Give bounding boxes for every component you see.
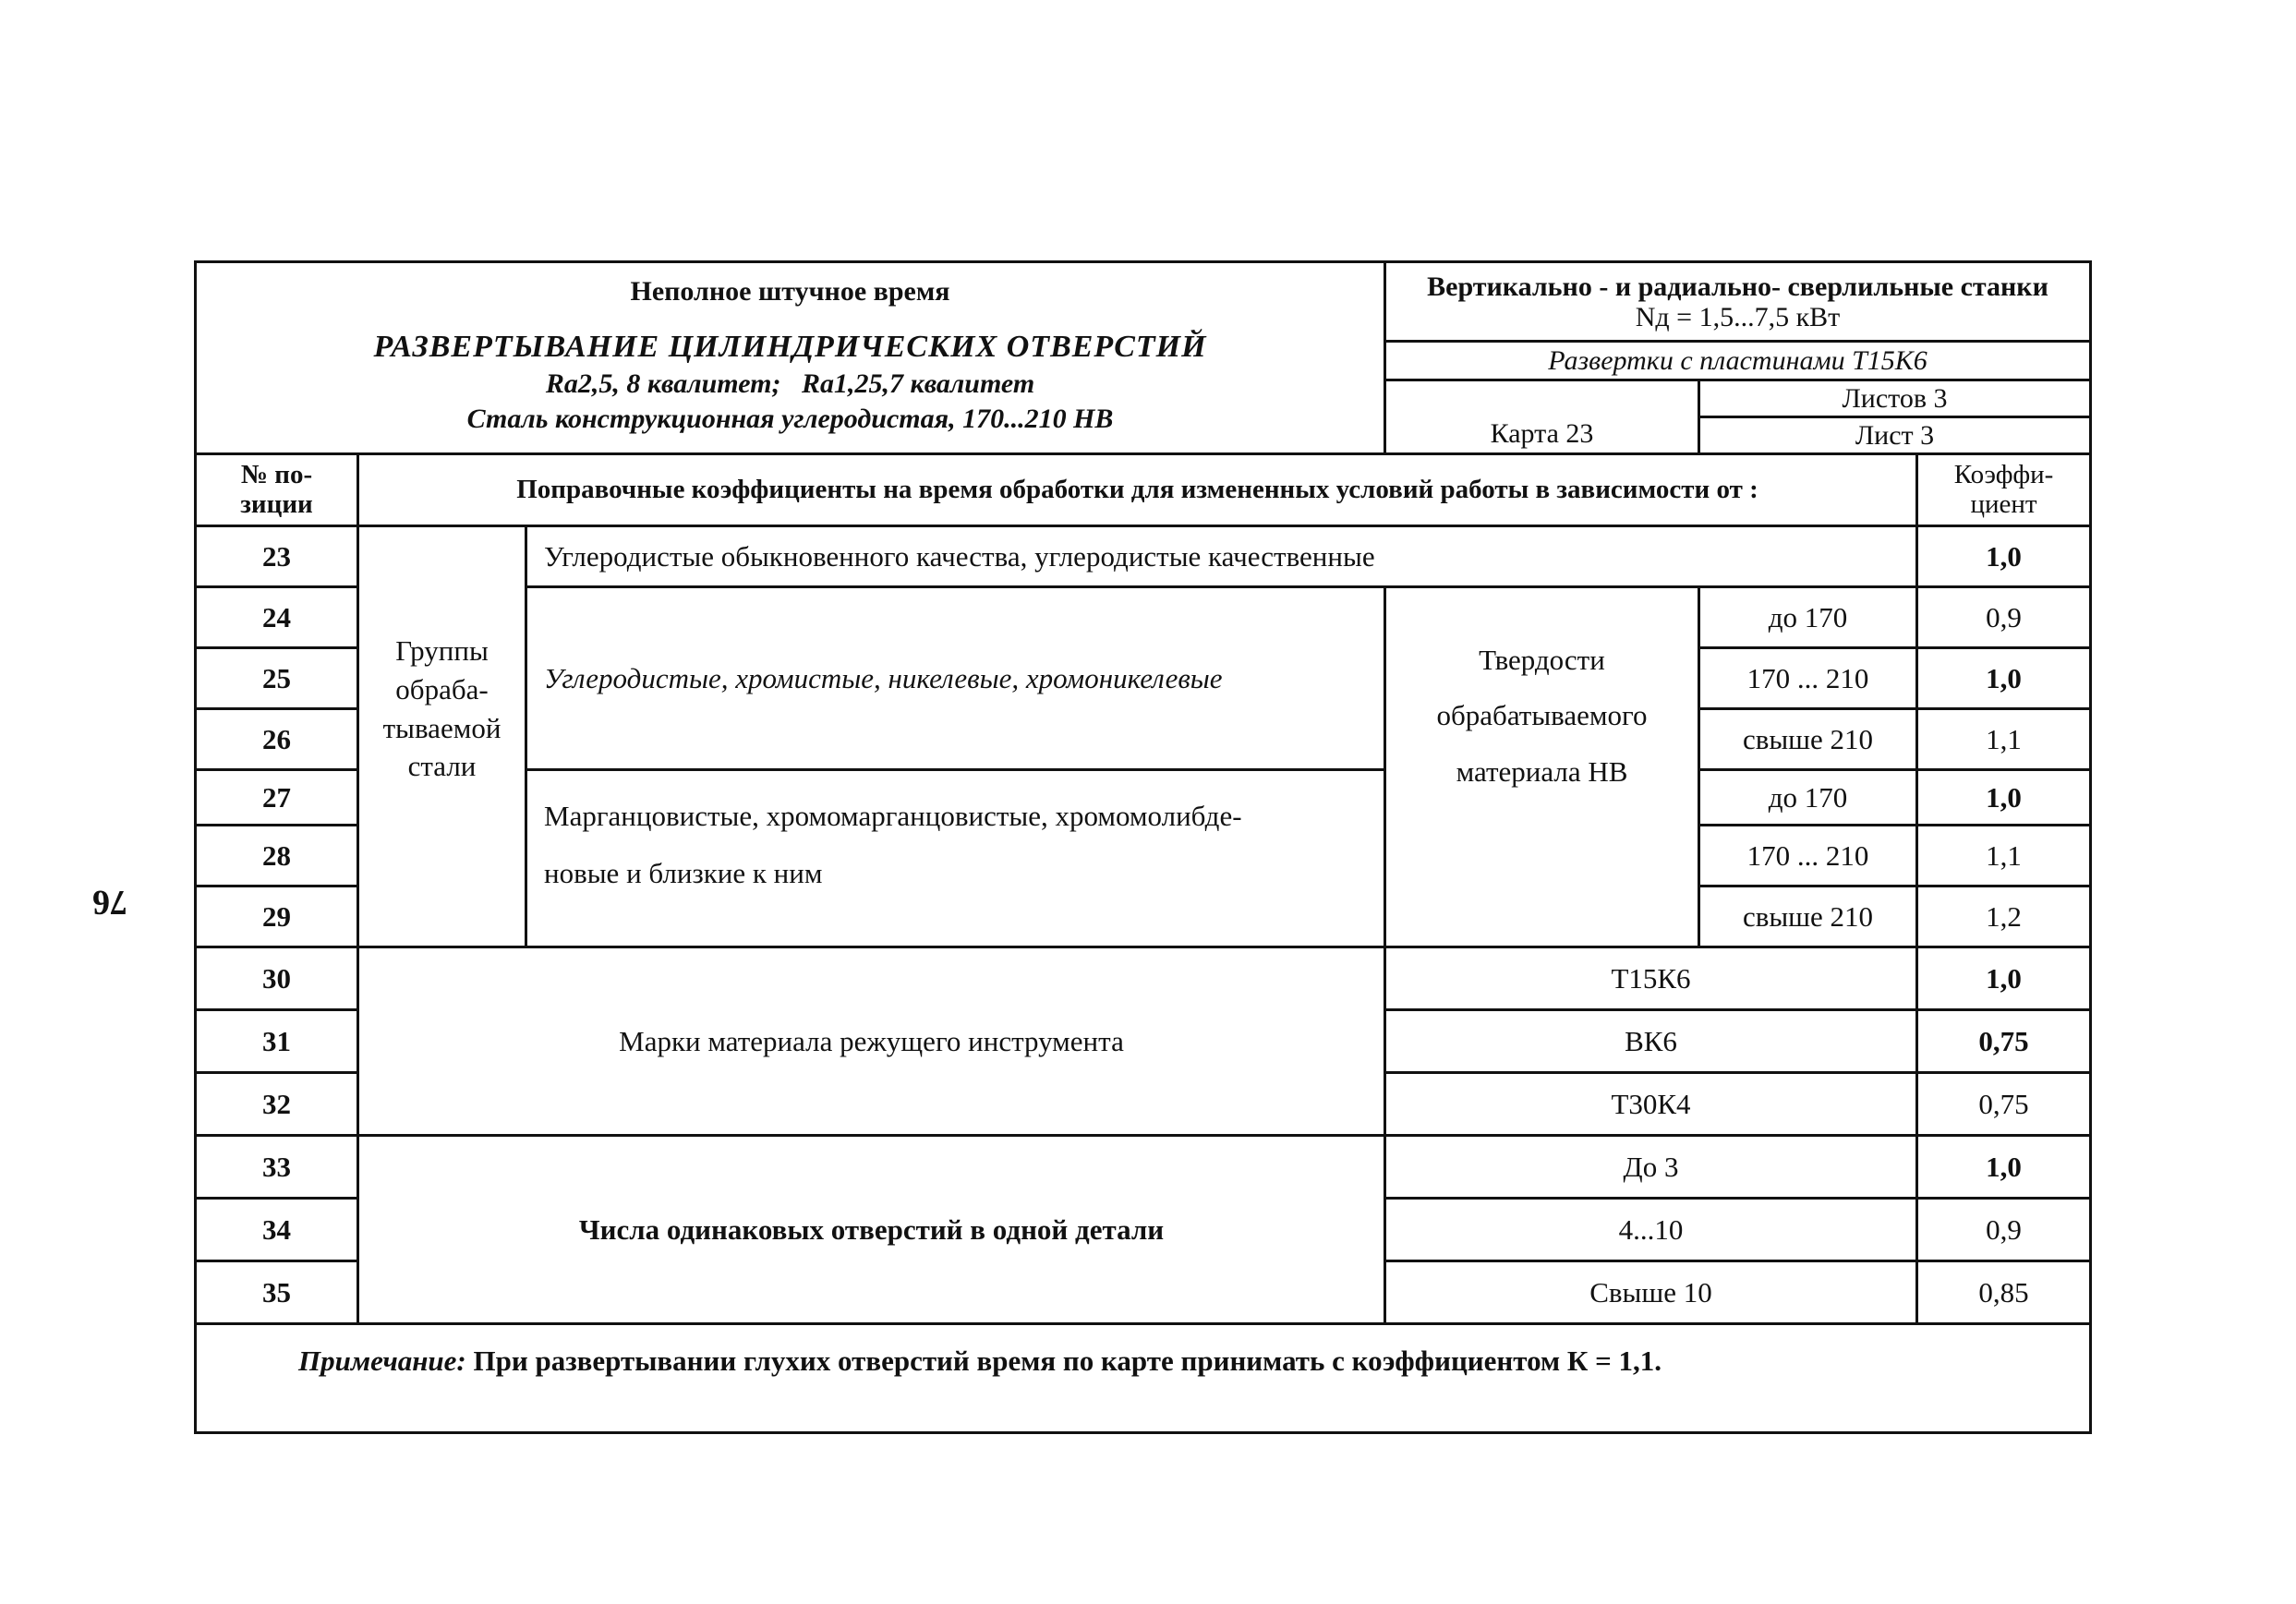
row-coef: 1,0 (1917, 947, 2091, 1010)
tool-material-label: Марки материала режущего инструмента (358, 947, 1385, 1136)
row-pos: 27 (196, 770, 358, 826)
machines-label: Вертикально - и радиально- сверлильные станки (1427, 271, 2048, 302)
row-pos: 24 (196, 587, 358, 648)
row-pos: 34 (196, 1199, 358, 1261)
sheet-number: Лист 3 (1699, 417, 2091, 454)
steel-group-label: Группы обраба- тываемой стали (358, 526, 526, 947)
row-range: свыше 210 (1699, 886, 1917, 947)
page-number: 76 (92, 883, 127, 922)
row-coef: 1,1 (1917, 826, 2091, 886)
steel-type-24-26: Углеродистые, хромистые, никелевые, хромоникелевые (526, 587, 1385, 770)
row-range: 170 ... 210 (1699, 648, 1917, 709)
header-operation-title: РАЗВЕРТЫВАНИЕ ЦИЛИНДРИЧЕСКИХ ОТВЕРСТИЙ (373, 329, 1207, 364)
note-prefix: Примечание: (298, 1345, 466, 1377)
col-header-description: Поправочные коэффициенты на время обработки для измененных условий работы в зависимости от : (358, 454, 1917, 526)
hardness-label: Твердости обрабатываемого материала НВ (1385, 587, 1699, 947)
power-label: Nд = 1,5...7,5 кВт (1635, 301, 1841, 332)
header-material: Сталь конструкционная углеродистая, 170...210 НВ (466, 403, 1114, 434)
row-range: до 170 (1699, 770, 1917, 826)
row-pos: 23 (196, 526, 358, 587)
row-range: Свыше 10 (1385, 1261, 1917, 1324)
row-pos: 35 (196, 1261, 358, 1324)
note-text: При развертывании глухих отверстий время по карте принимать с коэффициентом К = 1,1. (465, 1345, 1662, 1377)
header-left (196, 262, 1385, 454)
row-range: До 3 (1385, 1136, 1917, 1199)
row-coef: 0,9 (1917, 587, 2091, 648)
header-time-type: Неполное штучное время (630, 276, 950, 307)
row-pos: 29 (196, 886, 358, 947)
row-pos: 28 (196, 826, 358, 886)
steel-type-27-29: Марганцовистые, хромомарганцовистые, хромомолибде- новые и близкие к ним (526, 770, 1385, 947)
row-range: 170 ... 210 (1699, 826, 1917, 886)
row-range: свыше 210 (1699, 709, 1917, 770)
row-coef: 1,2 (1917, 886, 2091, 947)
row-coef: 0,85 (1917, 1261, 2091, 1324)
row-pos: 33 (196, 1136, 358, 1199)
col-header-position: № по- зиции (196, 454, 358, 526)
row-pos: 25 (196, 648, 358, 709)
row-pos: 31 (196, 1010, 358, 1073)
norm-card-table (194, 260, 2092, 1434)
steel-type-23: Углеродистые обыкновенного качества, углеродистые качественные (526, 526, 1917, 587)
row-coef: 0,75 (1917, 1010, 2091, 1073)
holes-count-label: Числа одинаковых отверстий в одной детали (358, 1136, 1385, 1324)
row-range: Т30К4 (1385, 1073, 1917, 1136)
row-coef: 1,0 (1917, 1136, 2091, 1199)
card-number: Карта 23 (1385, 380, 1699, 454)
row-coef: 1,1 (1917, 709, 2091, 770)
row-pos: 30 (196, 947, 358, 1010)
row-pos: 26 (196, 709, 358, 770)
sheets-total: Листов 3 (1699, 380, 2091, 417)
row-range: 4...10 (1385, 1199, 1917, 1261)
row-range: Т15К6 (1385, 947, 1917, 1010)
row-pos: 32 (196, 1073, 358, 1136)
header-roughness: Ra2,5, 8 квалитет; Ra1,25,7 квалитет (545, 368, 1035, 399)
row-coef: 1,0 (1917, 770, 2091, 826)
row-coef: 0,9 (1917, 1199, 2091, 1261)
row-coef: 0,75 (1917, 1073, 2091, 1136)
row-range: до 170 (1699, 587, 1917, 648)
row-coef: 1,0 (1917, 526, 2091, 587)
tool-label: Развертки с пластинами Т15К6 (1385, 342, 2091, 380)
header-machines (1385, 262, 2091, 342)
note (196, 1324, 2091, 1433)
col-header-coefficient: Коэффи- циент (1917, 454, 2091, 526)
row-range: ВК6 (1385, 1010, 1917, 1073)
row-coef: 1,0 (1917, 648, 2091, 709)
